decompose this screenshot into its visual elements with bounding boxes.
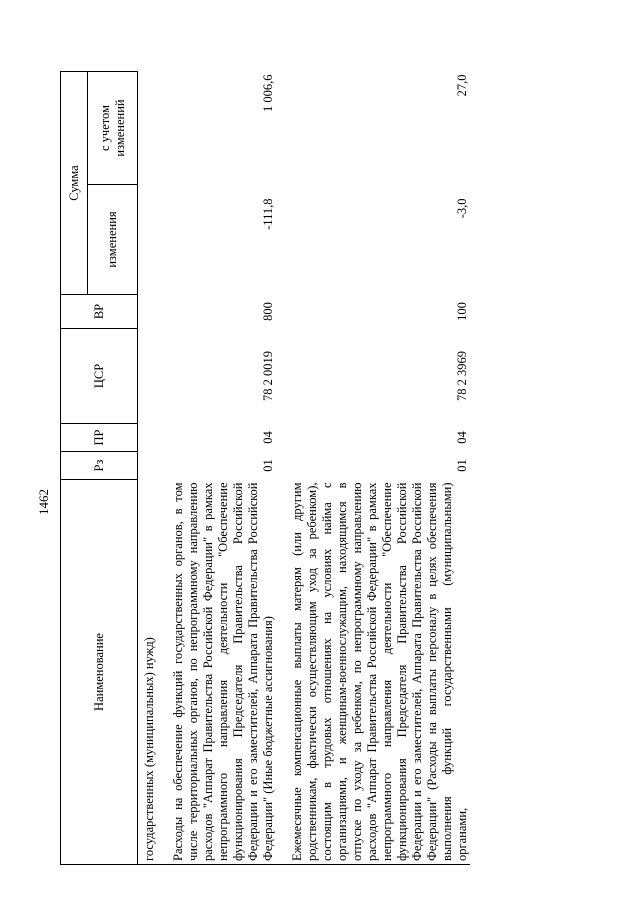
header-vr: ВР: [61, 295, 138, 329]
header-name: Наименование: [61, 480, 138, 865]
header-csr: ЦСР: [61, 329, 138, 424]
table-row: [163, 72, 276, 865]
continuation-text: государственных (муниципальных) нужд): [138, 480, 164, 865]
row-with-changes: 27,0: [455, 74, 469, 97]
row-csr: 78 2 0019: [261, 351, 275, 401]
row-with-changes: 1 006,6: [261, 74, 275, 112]
header-sum: Сумма: [61, 72, 88, 295]
continuation-row: [138, 72, 164, 865]
row-name: Ежемесячные компенсационные выплаты матерям (или другим родственникам, фактически осуществляющим уход за ребенком), состоящим в трудовых отношениях на условиях найма с организациями, и женщинам-военнослужащим, находящимся в отпуске по уходу за ребенком, по непрограммному направлению расходов "Аппарат Правительства Российской Федерации" в рамках непрограммного направления деятельности "Обеспечение функционирования Председателя Правительства Российской Федерации и его заместителей, Аппарата Правительства Российской Федерации" (Расходы на выплаты персоналу в целях обеспечения выполнения функций государственными (муниципальными) органами,: [282, 480, 470, 865]
table-row: [282, 72, 470, 865]
row-vr: 800: [261, 302, 275, 321]
row-vr: 100: [455, 302, 469, 321]
header-rz: Рз: [61, 452, 138, 480]
row-name: Расходы на обеспечение функций государственных органов, в том числе территориальных органов, по непрограммному направлению расходов "Аппарат Правительства Российской Федерации" в рамках непрограммного направления деятельности "Обеспечение функционирования Председателя Правительства Российской Федерации и его заместителей, Аппарата Правительства Российской Федерации" (Иные бюджетные ассигнования): [163, 480, 276, 865]
row-csr: 78 2 3969: [455, 351, 469, 401]
row-change: -111,8: [261, 198, 275, 230]
page-number: 1462: [36, 489, 51, 515]
row-pr: 04: [455, 431, 469, 444]
row-pr: 04: [261, 431, 275, 444]
header-pr: ПР: [61, 424, 138, 452]
header-with-changes: с учетом изменений: [88, 72, 138, 185]
row-rz: 01: [261, 459, 275, 472]
row-rz: 01: [455, 459, 469, 472]
header-change: изменения: [88, 185, 138, 295]
row-change: -3,0: [455, 198, 469, 219]
budget-table: [60, 71, 470, 865]
